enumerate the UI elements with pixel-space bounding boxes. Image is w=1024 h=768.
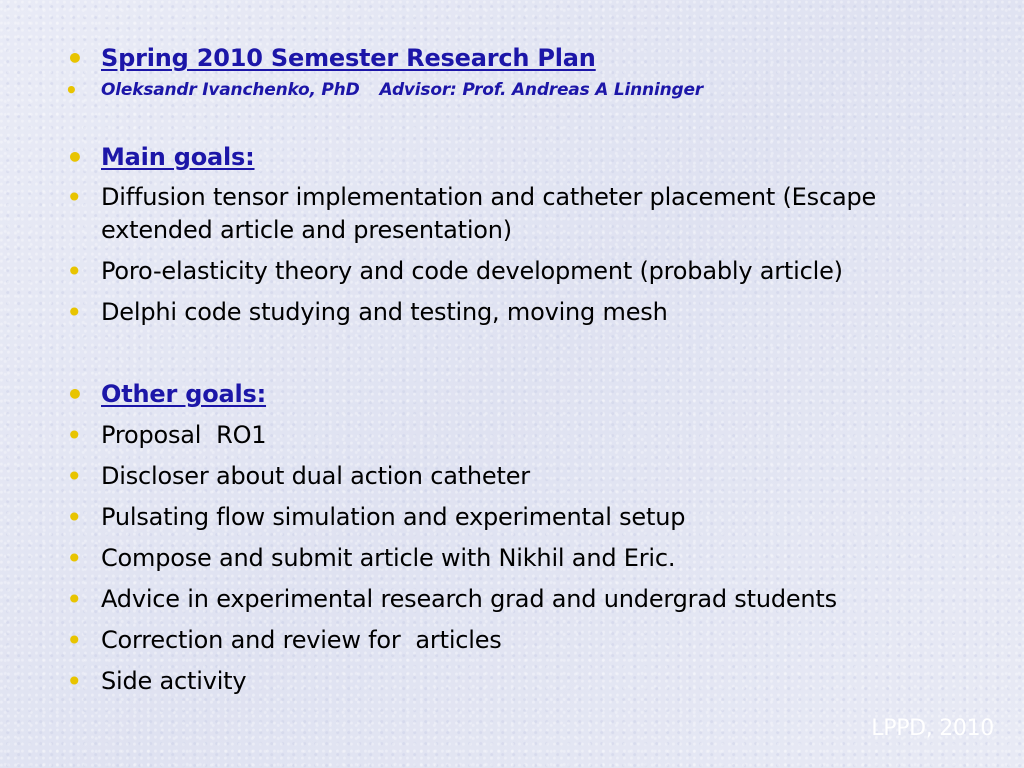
author-line [65, 78, 934, 102]
list-item [66, 501, 934, 534]
list-item [66, 181, 934, 247]
title-text: Spring 2010 Semester Research Plan [101, 44, 596, 72]
other-goals-heading-text: Other goals: [101, 380, 267, 408]
bullet-icon: • [66, 665, 83, 698]
list-item [66, 296, 934, 329]
bullet-icon: • [66, 42, 84, 75]
list-item-text: Compose and submit article with Nikhil and Eric. [101, 544, 676, 572]
slide-title [66, 42, 934, 75]
list-item-text: Correction and review for articles [101, 626, 502, 654]
main-goals-heading-text: Main goals: [101, 143, 255, 171]
bullet-icon: • [65, 78, 78, 102]
bullet-icon: • [66, 460, 83, 493]
bullet-icon: • [66, 419, 83, 452]
bullet-icon: • [66, 542, 83, 575]
list-item-text: Diffusion tensor implementation and catheter placement (Escape extended article and presentation) [101, 183, 877, 244]
list-item-text: Advice in experimental research grad and undergrad students [101, 585, 837, 613]
list-item-text: Side activity [101, 667, 247, 695]
bullet-icon: • [66, 181, 83, 214]
bullet-icon: • [66, 255, 83, 288]
bullet-icon: • [66, 501, 83, 534]
advisor-name: Advisor: Prof. Andreas A Linninger [379, 80, 703, 100]
main-goals-heading [66, 141, 934, 174]
list-item [66, 542, 934, 575]
list-item [66, 583, 934, 616]
bullet-icon: • [66, 141, 84, 174]
bullet-icon: • [66, 296, 83, 329]
list-item-text: Proposal RO1 [101, 421, 267, 449]
bullet-icon: • [66, 624, 83, 657]
list-item [66, 460, 934, 493]
bullet-icon: • [66, 378, 84, 411]
slide-footer: LPPD, 2010 [871, 716, 994, 741]
list-item [66, 624, 934, 657]
list-item-text: Pulsating flow simulation and experimental setup [101, 503, 686, 531]
list-item-text: Poro-elasticity theory and code development (probably article) [101, 257, 843, 285]
other-goals-heading [66, 378, 934, 411]
list-item-text: Delphi code studying and testing, moving mesh [101, 298, 668, 326]
list-item-text: Discloser about dual action catheter [101, 462, 530, 490]
list-item [66, 419, 934, 452]
author-name: Oleksandr Ivanchenko, PhD [101, 80, 360, 100]
list-item [66, 255, 934, 288]
list-item [66, 665, 934, 698]
bullet-icon: • [66, 583, 83, 616]
